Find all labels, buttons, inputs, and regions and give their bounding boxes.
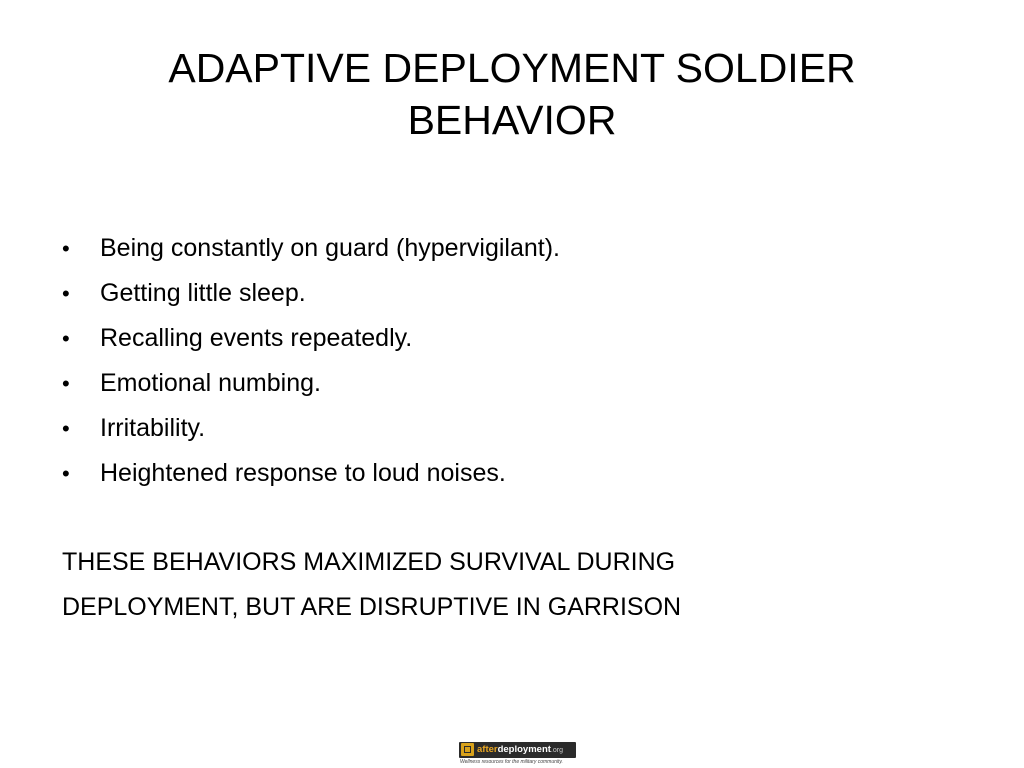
bullet-text: Irritability. xyxy=(100,414,206,442)
bullet-text: Heightened response to loud noises. xyxy=(100,459,506,487)
bullet-icon: • xyxy=(62,326,70,351)
slide-title xyxy=(80,42,944,146)
bullet-item xyxy=(62,451,962,496)
logo-wordmark-org: .org xyxy=(550,747,563,754)
bullet-text: Being constantly on guard (hypervigilant). xyxy=(100,234,560,262)
logo-tagline: Wellness resources for the military community. xyxy=(460,759,563,765)
bullet-item xyxy=(62,271,962,316)
slide-title-line-2: BEHAVIOR xyxy=(407,97,617,143)
slide-title-line-1: ADAPTIVE DEPLOYMENT SOLDIER xyxy=(168,45,856,91)
logo-wordmark-after: after xyxy=(477,744,498,755)
logo-mark-icon xyxy=(461,743,474,756)
conclusion-line-2: DEPLOYMENT, BUT ARE DISRUPTIVE IN GARRISON xyxy=(62,593,682,621)
bullet-icon: • xyxy=(62,281,70,306)
bullet-icon: • xyxy=(62,461,70,486)
conclusion-statement xyxy=(62,540,962,630)
conclusion-line-1: THESE BEHAVIORS MAXIMIZED SURVIVAL DURING xyxy=(62,548,676,576)
logo-wordmark xyxy=(477,743,563,758)
bullet-icon: • xyxy=(62,416,70,441)
bullet-text: Recalling events repeatedly. xyxy=(100,324,413,352)
bullet-list xyxy=(62,226,962,496)
bullet-icon: • xyxy=(62,371,70,396)
bullet-item xyxy=(62,316,962,361)
logo-wordmark-deployment: deployment xyxy=(497,744,551,755)
bullet-icon: • xyxy=(62,236,70,261)
bullet-item xyxy=(62,361,962,406)
afterdeployment-logo xyxy=(459,742,579,766)
bullet-text: Emotional numbing. xyxy=(100,369,321,397)
bullet-item xyxy=(62,226,962,271)
bullet-text: Getting little sleep. xyxy=(100,279,306,307)
bullet-item xyxy=(62,406,962,451)
